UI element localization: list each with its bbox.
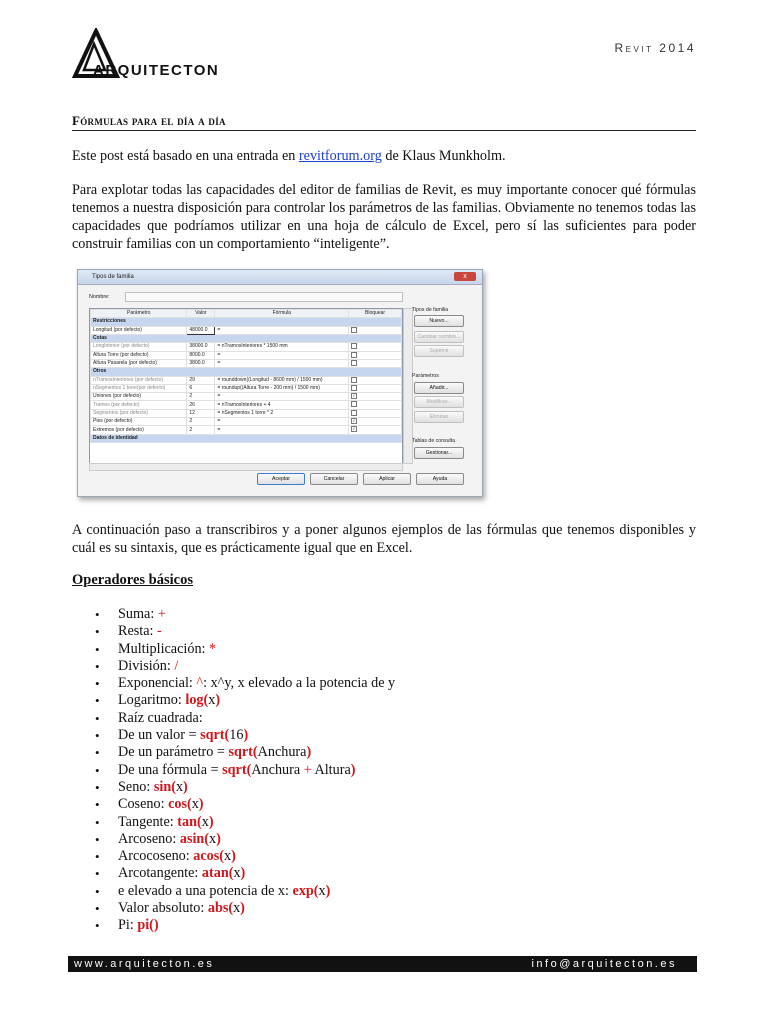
grid-column-header[interactable]: Valor bbox=[187, 310, 215, 318]
grid-cell-value[interactable]: 8000.0 bbox=[187, 351, 215, 359]
list-item bbox=[95, 727, 395, 744]
grid-row[interactable] bbox=[91, 351, 402, 359]
grid-column-header[interactable]: Bloquear bbox=[349, 310, 402, 318]
list-item bbox=[95, 641, 395, 658]
list-item bbox=[95, 710, 395, 727]
grid-group-label: Otros bbox=[91, 368, 402, 376]
grid-cell-param[interactable]: Altura Pasarela (por defecto) bbox=[91, 359, 187, 367]
operator-close: ) bbox=[325, 882, 331, 899]
dialog-titlebar bbox=[78, 270, 482, 285]
grid-cell-value[interactable]: 3800.0 bbox=[187, 359, 215, 367]
operator-label: Arcotangente: bbox=[118, 865, 202, 882]
ok-button[interactable]: Aceptar bbox=[257, 473, 305, 485]
operator-arg: x bbox=[233, 900, 241, 917]
operator-code: sin( bbox=[153, 778, 176, 795]
grid-cell-formula[interactable]: = bbox=[215, 359, 349, 367]
lock-checkbox[interactable] bbox=[351, 327, 357, 333]
grid-cell-param[interactable]: Pies (por defecto) bbox=[91, 418, 187, 426]
grid-row[interactable] bbox=[91, 384, 402, 392]
operator-op: + bbox=[303, 761, 312, 778]
footer-email[interactable]: info@arquitecton.es bbox=[531, 958, 677, 970]
operator-arg: x bbox=[233, 865, 241, 882]
operator-arg: x bbox=[223, 848, 232, 865]
grid-cell-value[interactable]: 2 bbox=[187, 426, 215, 434]
grid-cell-lock bbox=[349, 418, 402, 426]
grid-cell-value[interactable]: 29 bbox=[187, 376, 215, 384]
operator-code: - bbox=[157, 623, 162, 640]
family-types-dialog bbox=[77, 269, 483, 497]
product-label: Revit 2014 bbox=[614, 41, 696, 55]
lock-checkbox[interactable]: ✓ bbox=[352, 393, 356, 399]
grid-cell-lock bbox=[349, 359, 402, 367]
grid-cell-formula[interactable]: = bbox=[215, 351, 349, 359]
operator-label: Arcoseno: bbox=[118, 830, 180, 847]
footer-website[interactable]: www.arquitecton.es bbox=[74, 958, 215, 970]
operator-code: abs( bbox=[207, 900, 234, 917]
grid-cell-lock bbox=[349, 351, 402, 359]
operator-close: ) bbox=[215, 692, 221, 709]
list-item bbox=[95, 831, 395, 848]
operator-code: tan( bbox=[177, 813, 202, 830]
grid-cell-value[interactable]: 48000.0 bbox=[187, 326, 215, 334]
operator-code: + bbox=[157, 606, 166, 622]
list-item bbox=[95, 744, 395, 761]
operator-label: De una fórmula = bbox=[118, 761, 223, 778]
operator-code: cos( bbox=[168, 796, 192, 813]
lock-checkbox[interactable]: ✓ bbox=[352, 418, 356, 424]
logo-text: ARQUITECTON bbox=[93, 62, 220, 79]
grid-cell-param[interactable]: Uniones (por defecto) bbox=[91, 393, 187, 401]
operator-code: sqrt( bbox=[228, 744, 258, 761]
operator-label: Suma: bbox=[118, 606, 158, 622]
grid-cell-value[interactable]: 38000.0 bbox=[187, 343, 215, 351]
grid-cell-formula[interactable]: = nSegmentos 1 torre * 2 bbox=[215, 409, 349, 417]
operator-code: acos( bbox=[193, 848, 224, 865]
grid-cell-lock bbox=[349, 409, 402, 417]
grid-cell-lock bbox=[349, 376, 402, 384]
list-item bbox=[95, 796, 395, 813]
operator-close: ) bbox=[198, 796, 204, 813]
operator-close: ) bbox=[216, 830, 221, 847]
operator-arg: x bbox=[191, 796, 199, 813]
grid-group-label: Restricciones bbox=[91, 318, 402, 326]
lock-checkbox[interactable] bbox=[351, 410, 357, 416]
operator-arg: x bbox=[175, 778, 184, 795]
operator-arg2: Altura bbox=[311, 761, 351, 778]
operator-label: Exponencial: bbox=[118, 675, 197, 692]
grid-cell-formula[interactable]: = bbox=[215, 426, 349, 434]
grid-column-header[interactable]: Parámetro bbox=[91, 310, 187, 318]
operator-code: atan( bbox=[201, 865, 234, 882]
grid-cell-value[interactable]: 12 bbox=[187, 409, 215, 417]
lookup-tables-label: Tablas de consulta bbox=[412, 438, 455, 444]
operator-code: log( bbox=[185, 692, 209, 709]
add-parameter-button[interactable]: Añadir... bbox=[414, 382, 464, 394]
parameters-label: Parámetros bbox=[412, 373, 439, 379]
grid-cell-value[interactable]: 2 bbox=[187, 418, 215, 426]
operator-arg: 16 bbox=[229, 727, 244, 744]
grid-cell-value[interactable]: 2 bbox=[187, 393, 215, 401]
grid-row[interactable] bbox=[91, 418, 402, 426]
grid-cell-lock bbox=[349, 384, 402, 392]
list-item bbox=[95, 606, 395, 623]
lock-checkbox[interactable] bbox=[351, 352, 357, 358]
grid-row[interactable] bbox=[91, 343, 402, 351]
operator-rest: : x^y, x elevado a la potencia de y bbox=[203, 675, 396, 692]
modify-parameter-button[interactable]: Modificar... bbox=[414, 396, 464, 408]
operator-arg: Anchura bbox=[257, 744, 307, 761]
operator-code: asin( bbox=[179, 830, 210, 847]
grid-horizontal-scrollbar[interactable] bbox=[89, 463, 403, 471]
operator-label: De un valor = bbox=[118, 727, 201, 744]
grid-cell-param[interactable]: Tramos (por defecto) bbox=[91, 401, 187, 409]
operator-close: ) bbox=[183, 778, 188, 795]
grid-cell-param[interactable]: LongInterior (por defecto) bbox=[91, 343, 187, 351]
operator-arg: x bbox=[318, 882, 326, 899]
list-item bbox=[95, 779, 395, 796]
grid-cell-formula[interactable]: = nTramosInteriores * 1500 mm bbox=[215, 343, 349, 351]
operator-close: ) bbox=[243, 727, 249, 744]
operator-code: sqrt( bbox=[200, 727, 230, 744]
operator-arg: Anchura bbox=[251, 761, 304, 778]
operator-label: Arcocoseno: bbox=[118, 848, 194, 865]
list-item bbox=[95, 675, 395, 692]
operator-close: ) bbox=[350, 761, 356, 778]
grid-group-label: Cotas bbox=[91, 334, 402, 342]
grid-cell-lock bbox=[349, 393, 402, 401]
operator-label: División: bbox=[118, 657, 175, 674]
grid-cell-param[interactable]: nSegmentos 1 torre(por defecto) bbox=[91, 384, 187, 392]
list-item bbox=[95, 865, 395, 882]
grid-cell-formula[interactable]: = bbox=[215, 418, 349, 426]
lock-checkbox[interactable] bbox=[351, 377, 357, 383]
grid-cell-formula[interactable]: = bbox=[215, 326, 349, 334]
family-types-label: Tipos de familia bbox=[412, 307, 449, 313]
operator-close: ) bbox=[208, 813, 214, 830]
lock-checkbox[interactable] bbox=[351, 343, 357, 349]
grid-group-row[interactable] bbox=[91, 334, 402, 342]
operator-code: sqrt( bbox=[222, 761, 252, 778]
help-button[interactable]: Ayuda bbox=[416, 473, 464, 485]
grid-row[interactable] bbox=[91, 359, 402, 367]
grid-row[interactable] bbox=[91, 393, 402, 401]
operator-code: pi() bbox=[137, 917, 159, 934]
list-item bbox=[95, 658, 395, 675]
intro-paragraph: Este post está basado en una entrada en revitforum.org de Klaus Munkholm. bbox=[72, 148, 506, 164]
apply-button[interactable]: Aplicar bbox=[363, 473, 411, 485]
grid-cell-lock bbox=[349, 426, 402, 434]
operator-close: ) bbox=[240, 865, 246, 882]
manage-lookup-button[interactable]: Gestionar... bbox=[414, 447, 464, 459]
operator-label: e elevado a una potencia de x: bbox=[118, 882, 293, 899]
operator-close: ) bbox=[306, 744, 312, 761]
operator-arg: x bbox=[201, 813, 209, 830]
section-title: Fórmulas para el día a día bbox=[72, 113, 696, 131]
grid-cell-value[interactable]: 26 bbox=[187, 401, 215, 409]
operator-arg: x bbox=[208, 692, 216, 709]
lock-checkbox[interactable] bbox=[351, 401, 357, 407]
grid-cell-formula[interactable]: = rounddown((Longitud - 8600 mm) / 1500 mm) bbox=[215, 376, 349, 384]
grid-cell-param[interactable]: Extremos (por defecto) bbox=[91, 426, 187, 434]
grid-cell-lock bbox=[349, 343, 402, 351]
list-item bbox=[95, 900, 395, 917]
name-label: Nombre: bbox=[89, 294, 110, 300]
cancel-button[interactable]: Cancelar bbox=[310, 473, 358, 485]
list-item bbox=[95, 848, 395, 865]
operator-close: ) bbox=[231, 848, 236, 865]
rename-type-button[interactable]: Cambiar nombre... bbox=[414, 331, 464, 343]
delete-type-button[interactable]: Suprimir bbox=[414, 345, 464, 357]
operator-label: Logaritmo: bbox=[118, 692, 186, 709]
grid-cell-formula[interactable]: = roundup((Altura Torre - 200 mm) / 1500 mm) bbox=[215, 384, 349, 392]
list-item bbox=[95, 623, 395, 640]
operator-label: Resta: bbox=[118, 623, 158, 640]
dialog-title: Tipos de familia bbox=[92, 274, 134, 280]
operators-list bbox=[95, 606, 395, 935]
operator-arg: x bbox=[209, 830, 217, 847]
operator-label: Pi: bbox=[118, 917, 138, 934]
operator-label: Coseno: bbox=[118, 796, 169, 813]
list-item bbox=[95, 692, 395, 709]
operator-code: * bbox=[209, 640, 217, 657]
footer-bar bbox=[68, 956, 697, 972]
grid-group-row[interactable] bbox=[91, 434, 402, 442]
grid-cell-lock bbox=[349, 326, 402, 334]
lock-checkbox[interactable] bbox=[351, 360, 357, 366]
operator-code: / bbox=[174, 657, 179, 674]
grid-row[interactable] bbox=[91, 426, 402, 434]
lock-checkbox[interactable] bbox=[351, 385, 357, 391]
grid-row[interactable] bbox=[91, 376, 402, 384]
new-type-button[interactable]: Nuevo... bbox=[414, 315, 464, 327]
transition-paragraph: A continuación paso a transcribiros y a poner algunos ejemplos de las fórmulas que tenemos disponibles y cuál es su sintaxis, que es prácticamente igual que en Excel. bbox=[72, 522, 696, 556]
operator-label: Tangente: bbox=[118, 813, 178, 830]
list-item bbox=[95, 883, 395, 900]
list-item bbox=[95, 762, 395, 779]
grid-group-row[interactable] bbox=[91, 368, 402, 376]
grid-cell-formula[interactable]: = nTramosInteriores + 4 bbox=[215, 401, 349, 409]
list-item bbox=[95, 814, 395, 831]
operator-label: Valor absoluto: bbox=[118, 900, 208, 917]
lock-checkbox[interactable]: ✓ bbox=[352, 426, 356, 432]
operator-label: Raíz cuadrada: bbox=[118, 709, 203, 726]
operator-close: ) bbox=[240, 900, 245, 917]
grid-cell-value[interactable]: 6 bbox=[187, 384, 215, 392]
list-item bbox=[95, 917, 395, 934]
grid-row[interactable] bbox=[91, 326, 402, 334]
grid-cell-formula[interactable]: = bbox=[215, 393, 349, 401]
grid-cell-param[interactable]: nTramosInteriores (por defecto) bbox=[91, 376, 187, 384]
operators-title: Operadores básicos bbox=[72, 572, 193, 588]
operator-label: Seno: bbox=[118, 778, 154, 795]
grid-cell-param[interactable]: Longitud (por defecto) bbox=[91, 326, 187, 334]
grid-cell-lock bbox=[349, 401, 402, 409]
grid-column-header[interactable]: Fórmula bbox=[215, 310, 349, 318]
grid-row[interactable] bbox=[91, 409, 402, 417]
grid-cell-param[interactable]: Altura Torre (por defecto) bbox=[91, 351, 187, 359]
grid-cell-param[interactable]: Segmentos (por defecto) bbox=[91, 409, 187, 417]
grid-group-row[interactable] bbox=[91, 318, 402, 326]
revitforum-link[interactable]: revitforum.org bbox=[298, 148, 382, 164]
close-icon[interactable]: x bbox=[454, 272, 476, 281]
operator-label: De un parámetro = bbox=[118, 744, 229, 761]
operator-label: Multiplicación: bbox=[118, 640, 210, 657]
operator-code: ^ bbox=[196, 675, 204, 692]
name-dropdown[interactable] bbox=[125, 292, 403, 302]
grid-group-label: Datos de identidad bbox=[91, 434, 402, 442]
body-paragraph: Para explotar todas las capacidades del editor de familias de Revit, es muy importante conocer qué fórmulas tenemos a nuestra disposición para controlar los parámetros de las familias. Obviamente no tenemos todas las capacidades que podríamos utilizar en una hoja de cálculo de Excel, pero sí las suficientes para poder construir familias con un comportamiento “inteligente”. bbox=[72, 182, 696, 252]
operator-code: exp( bbox=[292, 882, 319, 899]
parameters-grid bbox=[89, 308, 403, 464]
remove-parameter-button[interactable]: Eliminar bbox=[414, 411, 464, 423]
grid-row[interactable] bbox=[91, 401, 402, 409]
